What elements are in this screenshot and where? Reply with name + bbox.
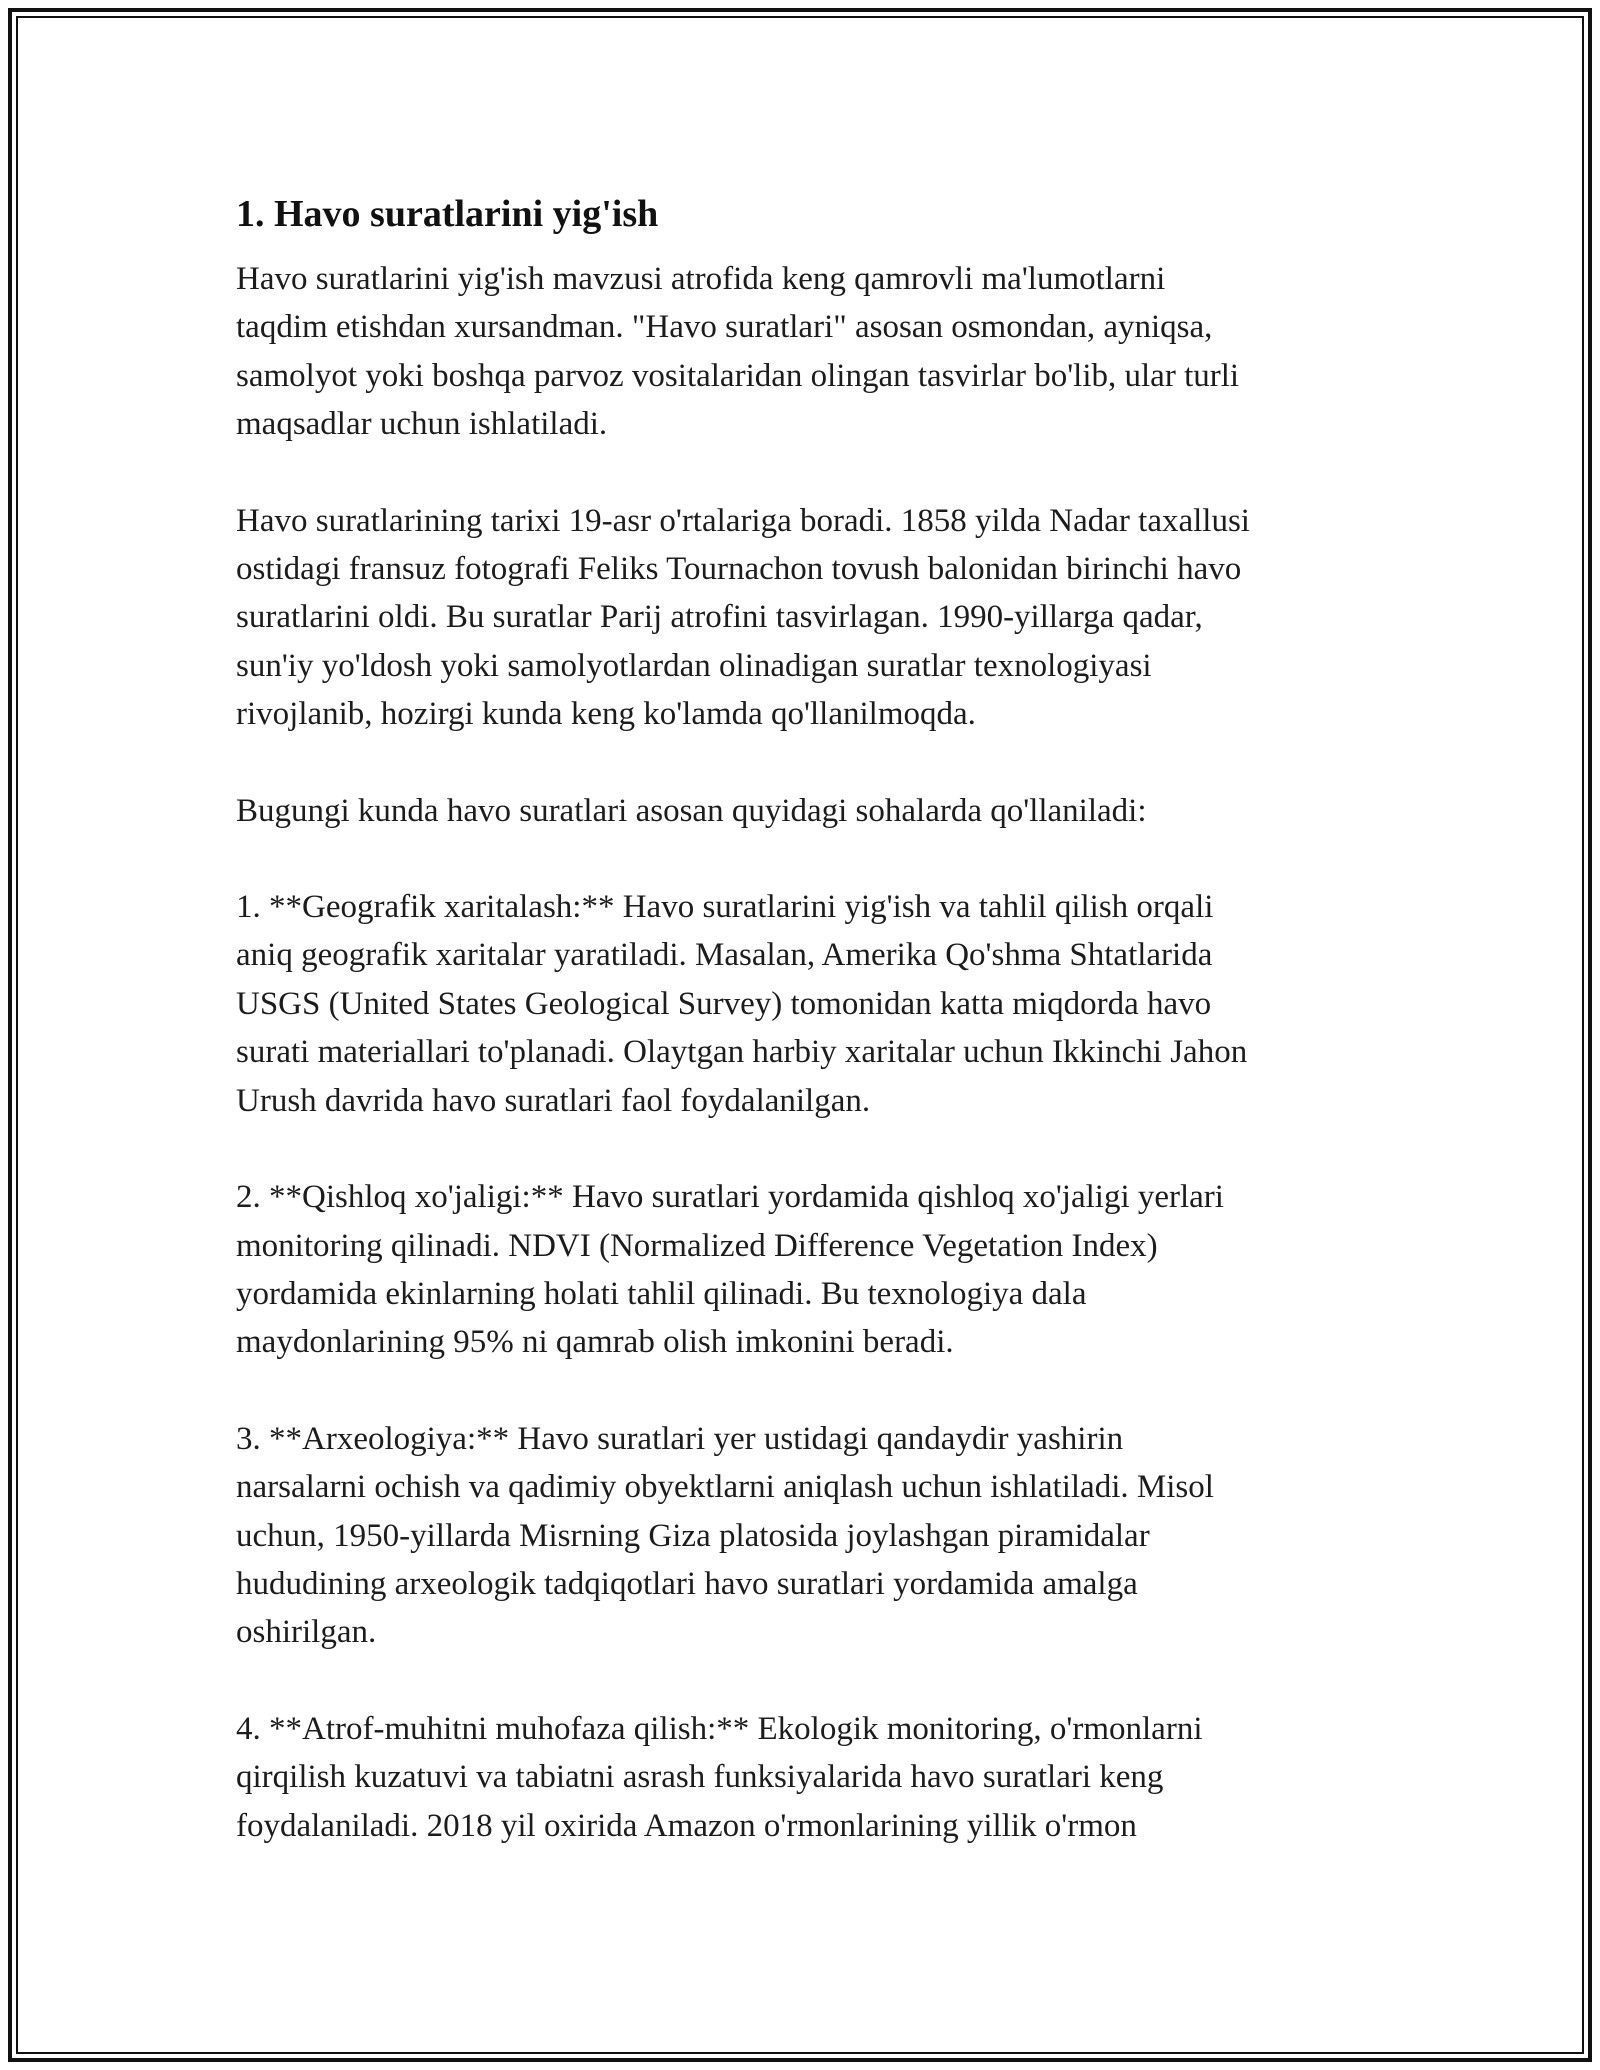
document-title: 1. Havo suratlarini yig'ish [236,193,659,235]
list-item-archaeology: 3. **Arxeologiya:** Havo suratlari yer ustidagi qandaydir yashirin narsalarni ochish va qadimiy obyektlarni aniqlash uchun ishlatiladi. Misol uchun, 1950-yillarda Misrning Giza platosida joylashgan piramidalar hududining arxeologik tadqiqotlari havo suratlari yordamida amalga oshirilgan. [236,1420,1214,1651]
list-item-environment: 4. **Atrof-muhitni muhofaza qilish:** Ekologik monitoring, o'rmonlarni qirqilish kuzatuvi va tabiatni asrash funksiyalarida havo suratlari keng foydalaniladi. 2018 yil oxirida Amazon o'rmonlarining yillik o'rmon [236,1710,1203,1844]
document-body [236,186,1376,1850]
paragraph-applications-intro: Bugungi kunda havo suratlari asosan quyidagi sohalarda qo'llaniladi: [236,792,1147,829]
paragraph-intro: Havo suratlarini yig'ish mavzusi atrofida keng qamrovli ma'lumotlarni taqdim etishdan xursandman. "Havo suratlari" asosan osmondan, ayniqsa, samolyot yoki boshqa parvoz vositalaridan olingan tasvirlar bo'lib, ular turli maqsadlar uchun ishlatiladi. [236,261,1240,443]
list-item-geographic-mapping: 1. **Geografik xaritalash:** Havo suratlarini yig'ish va tahlil qilish orqali aniq geografik xaritalar yaratiladi. Masalan, Amerika Qo'shma Shtatlarida USGS (United States Geological Survey) tomonidan katta miqdorda havo surati materiallari to'planadi. Olaytgan harbiy xaritalar uchun Ikkinchi Jahon Urush davrida havo suratlari faol foydalanilgan. [236,889,1248,1119]
paragraph-history: Havo suratlarining tarixi 19-asr o'rtalariga boradi. 1858 yilda Nadar taxallusi ostidagi fransuz fotografi Feliks Tournachon tovush balonidan birinchi havo suratlarini oldi. Bu suratlar Parij atrofini tasvirlagan. 1990-yillarga qadar, sun'iy yo'ldosh yoki samolyotlardan olinadigan suratlar texnologiyasi rivojlanib, hozirgi kunda keng ko'lamda qo'llanilmoqda. [236,502,1250,733]
list-item-agriculture: 2. **Qishloq xo'jaligi:** Havo suratlari yordamida qishloq xo'jaligi yerlari monitoring qilinadi. NDVI (Normalized Difference Vegetation Index) yordamida ekinlarning holati tahlil qilinadi. Bu texnologiya dala maydonlarining 95% ni qamrab olish imkonini beradi. [236,1179,1224,1361]
